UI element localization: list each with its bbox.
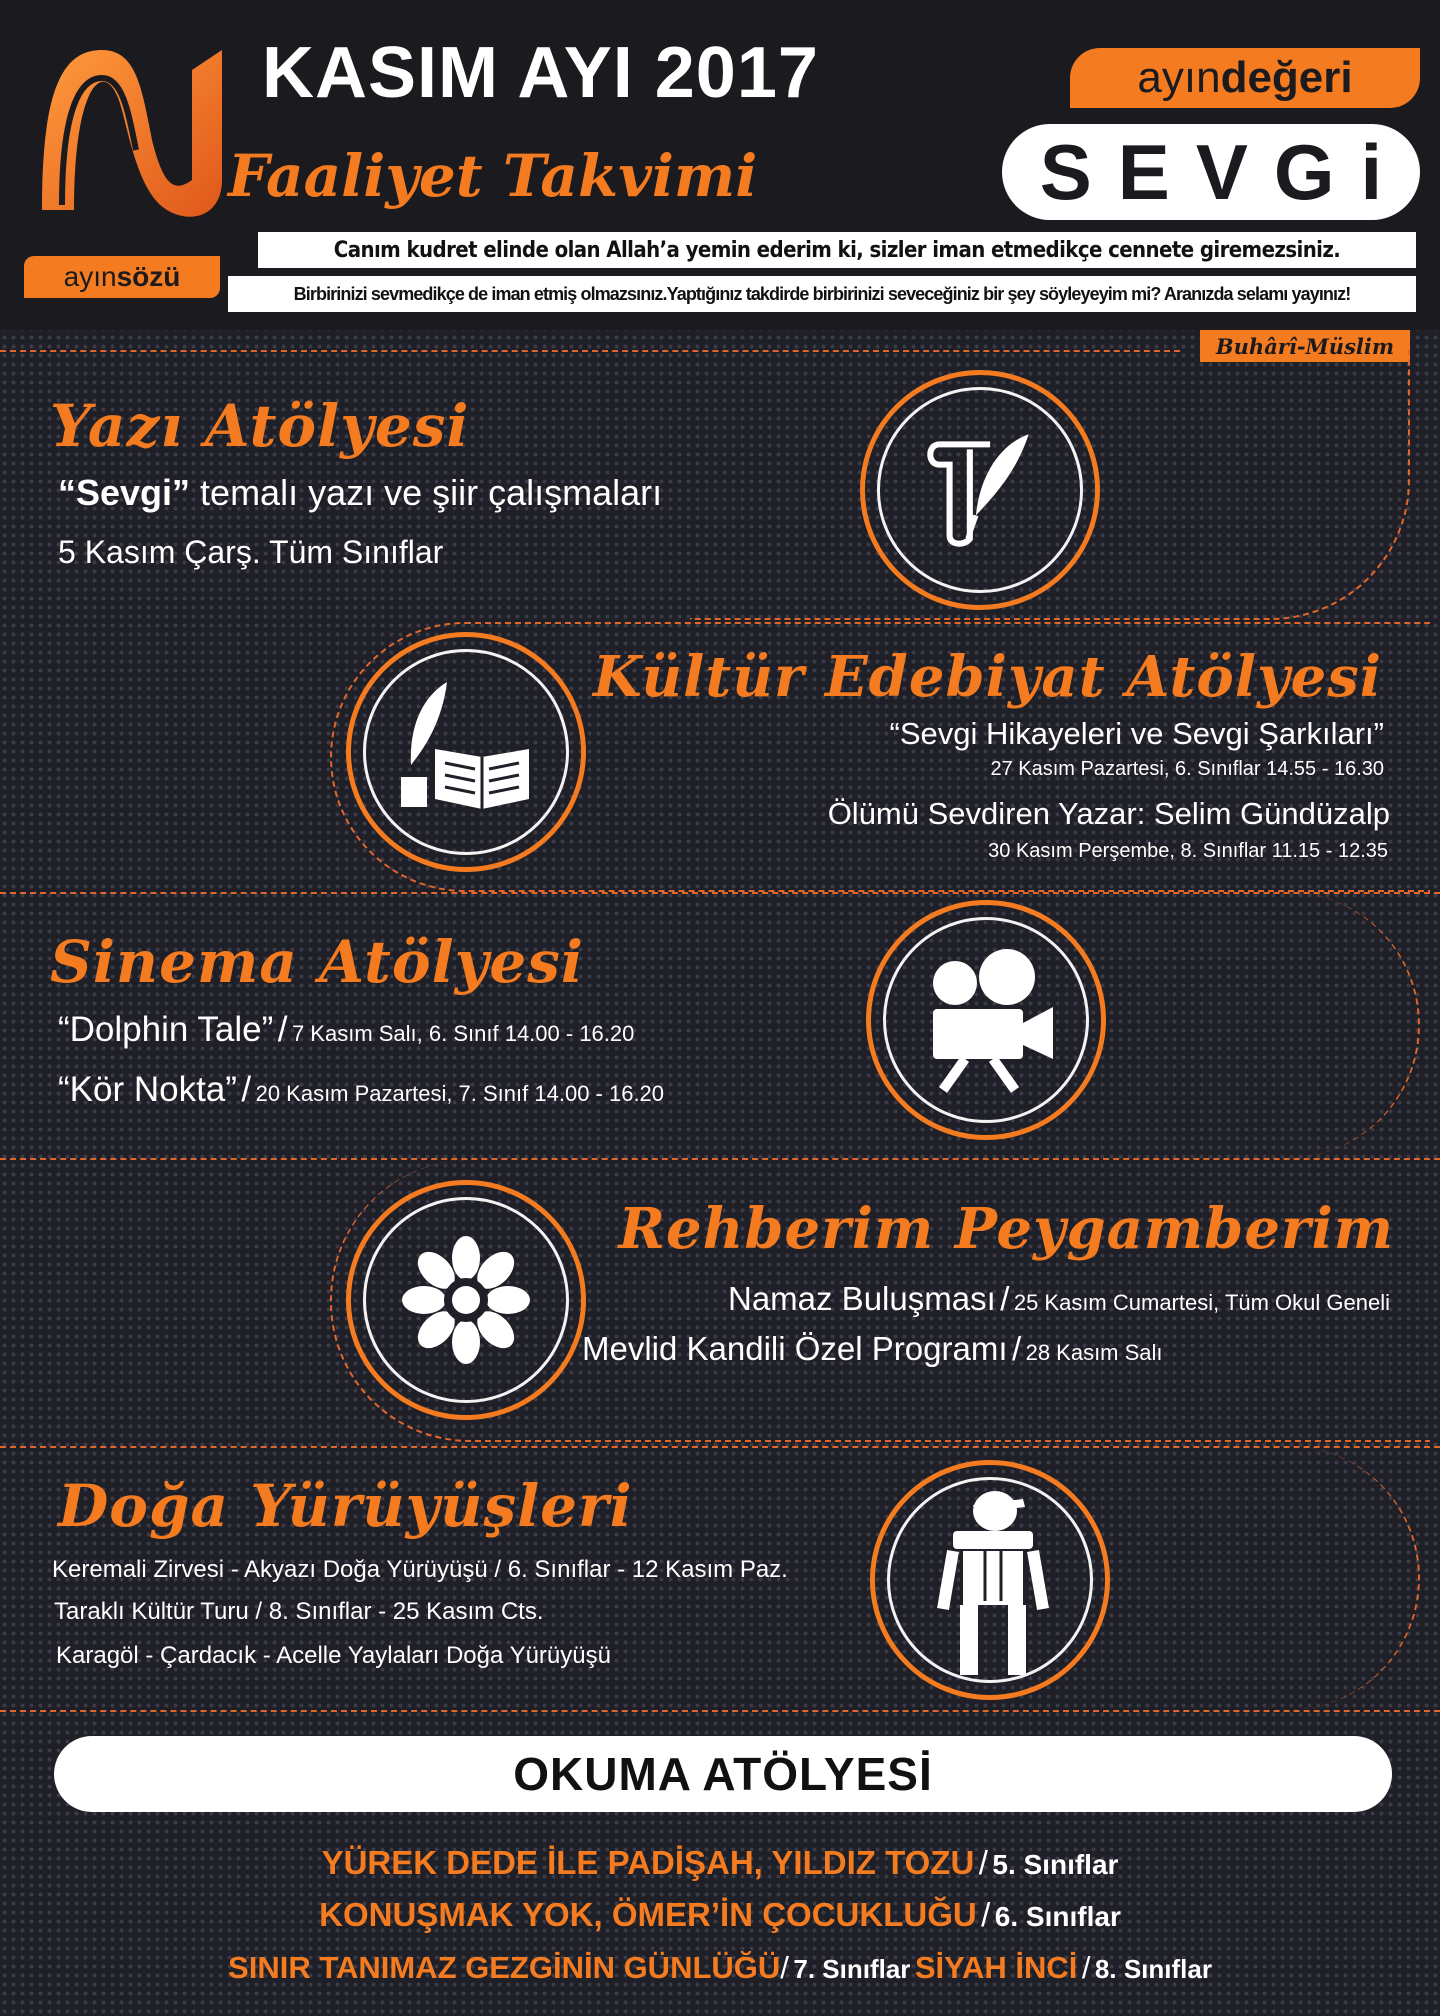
okuma-row-3 <box>0 1950 1440 1986</box>
sinema-film2-row <box>58 1070 664 1110</box>
separator: / <box>1000 1280 1010 1317</box>
separator: / <box>1011 1330 1022 1367</box>
separator: / <box>780 1950 789 1985</box>
quote-line1-box <box>258 232 1416 268</box>
header <box>0 0 1440 359</box>
okuma-books: SINIR TANIMAZ GEZGİNİN GÜNLÜĞÜ <box>228 1950 781 1985</box>
quill-scroll-icon <box>909 419 1051 561</box>
separator: / <box>1081 1950 1091 1985</box>
kultur-icon-ring <box>346 632 586 872</box>
yazi-line2: 5 Kasım Çarş. Tüm Sınıflar <box>58 534 444 570</box>
n-logo-icon <box>22 30 242 230</box>
doga-item: Karagöl - Çardacık - Acelle Yaylaları Doğa Yürüyüşü <box>56 1642 611 1669</box>
rehber-item2-row <box>582 1330 1163 1368</box>
separator: / <box>978 1844 988 1881</box>
divider <box>0 1710 1440 1712</box>
hiker-icon <box>933 1485 1053 1685</box>
sinema-film1: “Dolphin Tale” <box>58 1010 274 1049</box>
rehber-item2-detail: 28 Kasım Salı <box>1025 1340 1163 1365</box>
rehber-item1-row <box>728 1280 1390 1318</box>
doga-title: Doğa Yürüyüşleri <box>58 1472 633 1540</box>
rehber-title: Rehberim Peygamberim <box>618 1196 1394 1262</box>
okuma-grade: 5. Sınıflar <box>992 1849 1119 1880</box>
book-quill-icon <box>387 677 547 827</box>
value-label-prefix: ayın <box>1137 53 1221 102</box>
okuma-grade: 6. Sınıflar <box>994 1901 1121 1932</box>
rehber-icon-ring <box>346 1180 586 1420</box>
yazi-title: Yazı Atölyesi <box>50 392 470 460</box>
page-title: KASIM AYI 2017 <box>262 33 819 113</box>
yazi-icon-ring <box>860 370 1100 610</box>
doga-item: Taraklı Kültür Turu / 8. Sınıflar - 25 Kasım Cts. <box>54 1598 544 1625</box>
kultur-item2: Ölümü Sevdiren Yazar: Selim Gündüzalp <box>827 796 1390 831</box>
separator: / <box>277 1010 288 1049</box>
quote-line2: Birbirinizi sevmedikçe de iman etmiş olmazsınız.Yaptığınız takdirde birbirinizi seveceğiniz bir şey söyleyeyim mi? Aranızda selamı yayınız! <box>293 283 1351 304</box>
okuma-books: SİYAH İNCİ <box>914 1950 1078 1985</box>
okuma-books: KONUŞMAK YOK, ÖMER’İN ÇOCUKLUĞU <box>319 1896 977 1933</box>
yazi-line1-quote: “Sevgi” <box>58 472 191 513</box>
rehber-item1-detail: 25 Kasım Cumartesi, Tüm Okul Geneli <box>1013 1290 1390 1315</box>
okuma-title-pill <box>54 1736 1392 1812</box>
word-label-bold: sözü <box>116 261 181 292</box>
yazi-line1-rest: temalı yazı ve şiir çalışmaları <box>190 472 663 513</box>
separator: / <box>981 1896 991 1933</box>
value-word-pill <box>1002 124 1420 220</box>
separator: / <box>241 1070 252 1109</box>
sinema-film2-detail: 20 Kasım Pazartesi, 7. Sınıf 14.00 - 16.20 <box>255 1081 665 1106</box>
okuma-grade: 7. Sınıflar <box>793 1954 911 1984</box>
doga-item: Keremali Zirvesi - Akyazı Doğa Yürüyüşü / 6. Sınıflar - 12 Kasım Paz. <box>52 1556 788 1583</box>
value-word: SEVGi <box>1039 127 1409 216</box>
kultur-item1-detail: 27 Kasım Pazartesi, 6. Sınıflar 14.55 - 16.30 <box>990 758 1384 780</box>
sinema-title: Sinema Atölyesi <box>50 928 584 996</box>
rosette-icon <box>391 1225 541 1375</box>
movie-camera-icon <box>915 945 1065 1095</box>
doga-icon-ring <box>870 1460 1110 1700</box>
sinema-icon-ring <box>866 900 1106 1140</box>
quote-line1: Canım kudret elinde olan Allah’a yemin ederim ki, sizler iman etmedikçe cennete giremezsiniz. <box>333 237 1341 263</box>
word-label-badge <box>24 256 220 298</box>
rehber-item1: Namaz Buluşması <box>727 1280 996 1317</box>
okuma-row-2 <box>0 1896 1440 1934</box>
value-label-bold: değeri <box>1220 53 1353 102</box>
sinema-film2: “Kör Nokta” <box>58 1070 237 1109</box>
page-subtitle: Faaliyet Takvimi <box>228 142 758 210</box>
quote-line2-box <box>228 276 1416 312</box>
rehber-item2: Mevlid Kandili Özel Programı <box>582 1330 1008 1367</box>
okuma-row-1 <box>0 1844 1440 1882</box>
word-label-prefix: ayın <box>63 261 117 292</box>
sinema-film1-detail: 7 Kasım Salı, 6. Sınıf 14.00 - 16.20 <box>291 1021 635 1046</box>
sinema-film1-row <box>58 1010 634 1050</box>
kultur-title: Kültür Edebiyat Atölyesi <box>592 644 1382 710</box>
kultur-item2-detail: 30 Kasım Perşembe, 8. Sınıflar 11.15 - 12.35 <box>988 840 1388 862</box>
kultur-item1: “Sevgi Hikayeleri ve Sevgi Şarkıları” <box>889 716 1384 751</box>
okuma-books: YÜREK DEDE İLE PADİŞAH, YILDIZ TOZU <box>321 1844 975 1881</box>
value-label-badge <box>1070 48 1420 108</box>
yazi-line1 <box>58 472 662 514</box>
quote-source: Buhârî-Müslim <box>1215 333 1395 359</box>
okuma-grade: 8. Sınıflar <box>1094 1954 1212 1984</box>
okuma-title: OKUMA ATÖLYESİ <box>513 1748 933 1800</box>
